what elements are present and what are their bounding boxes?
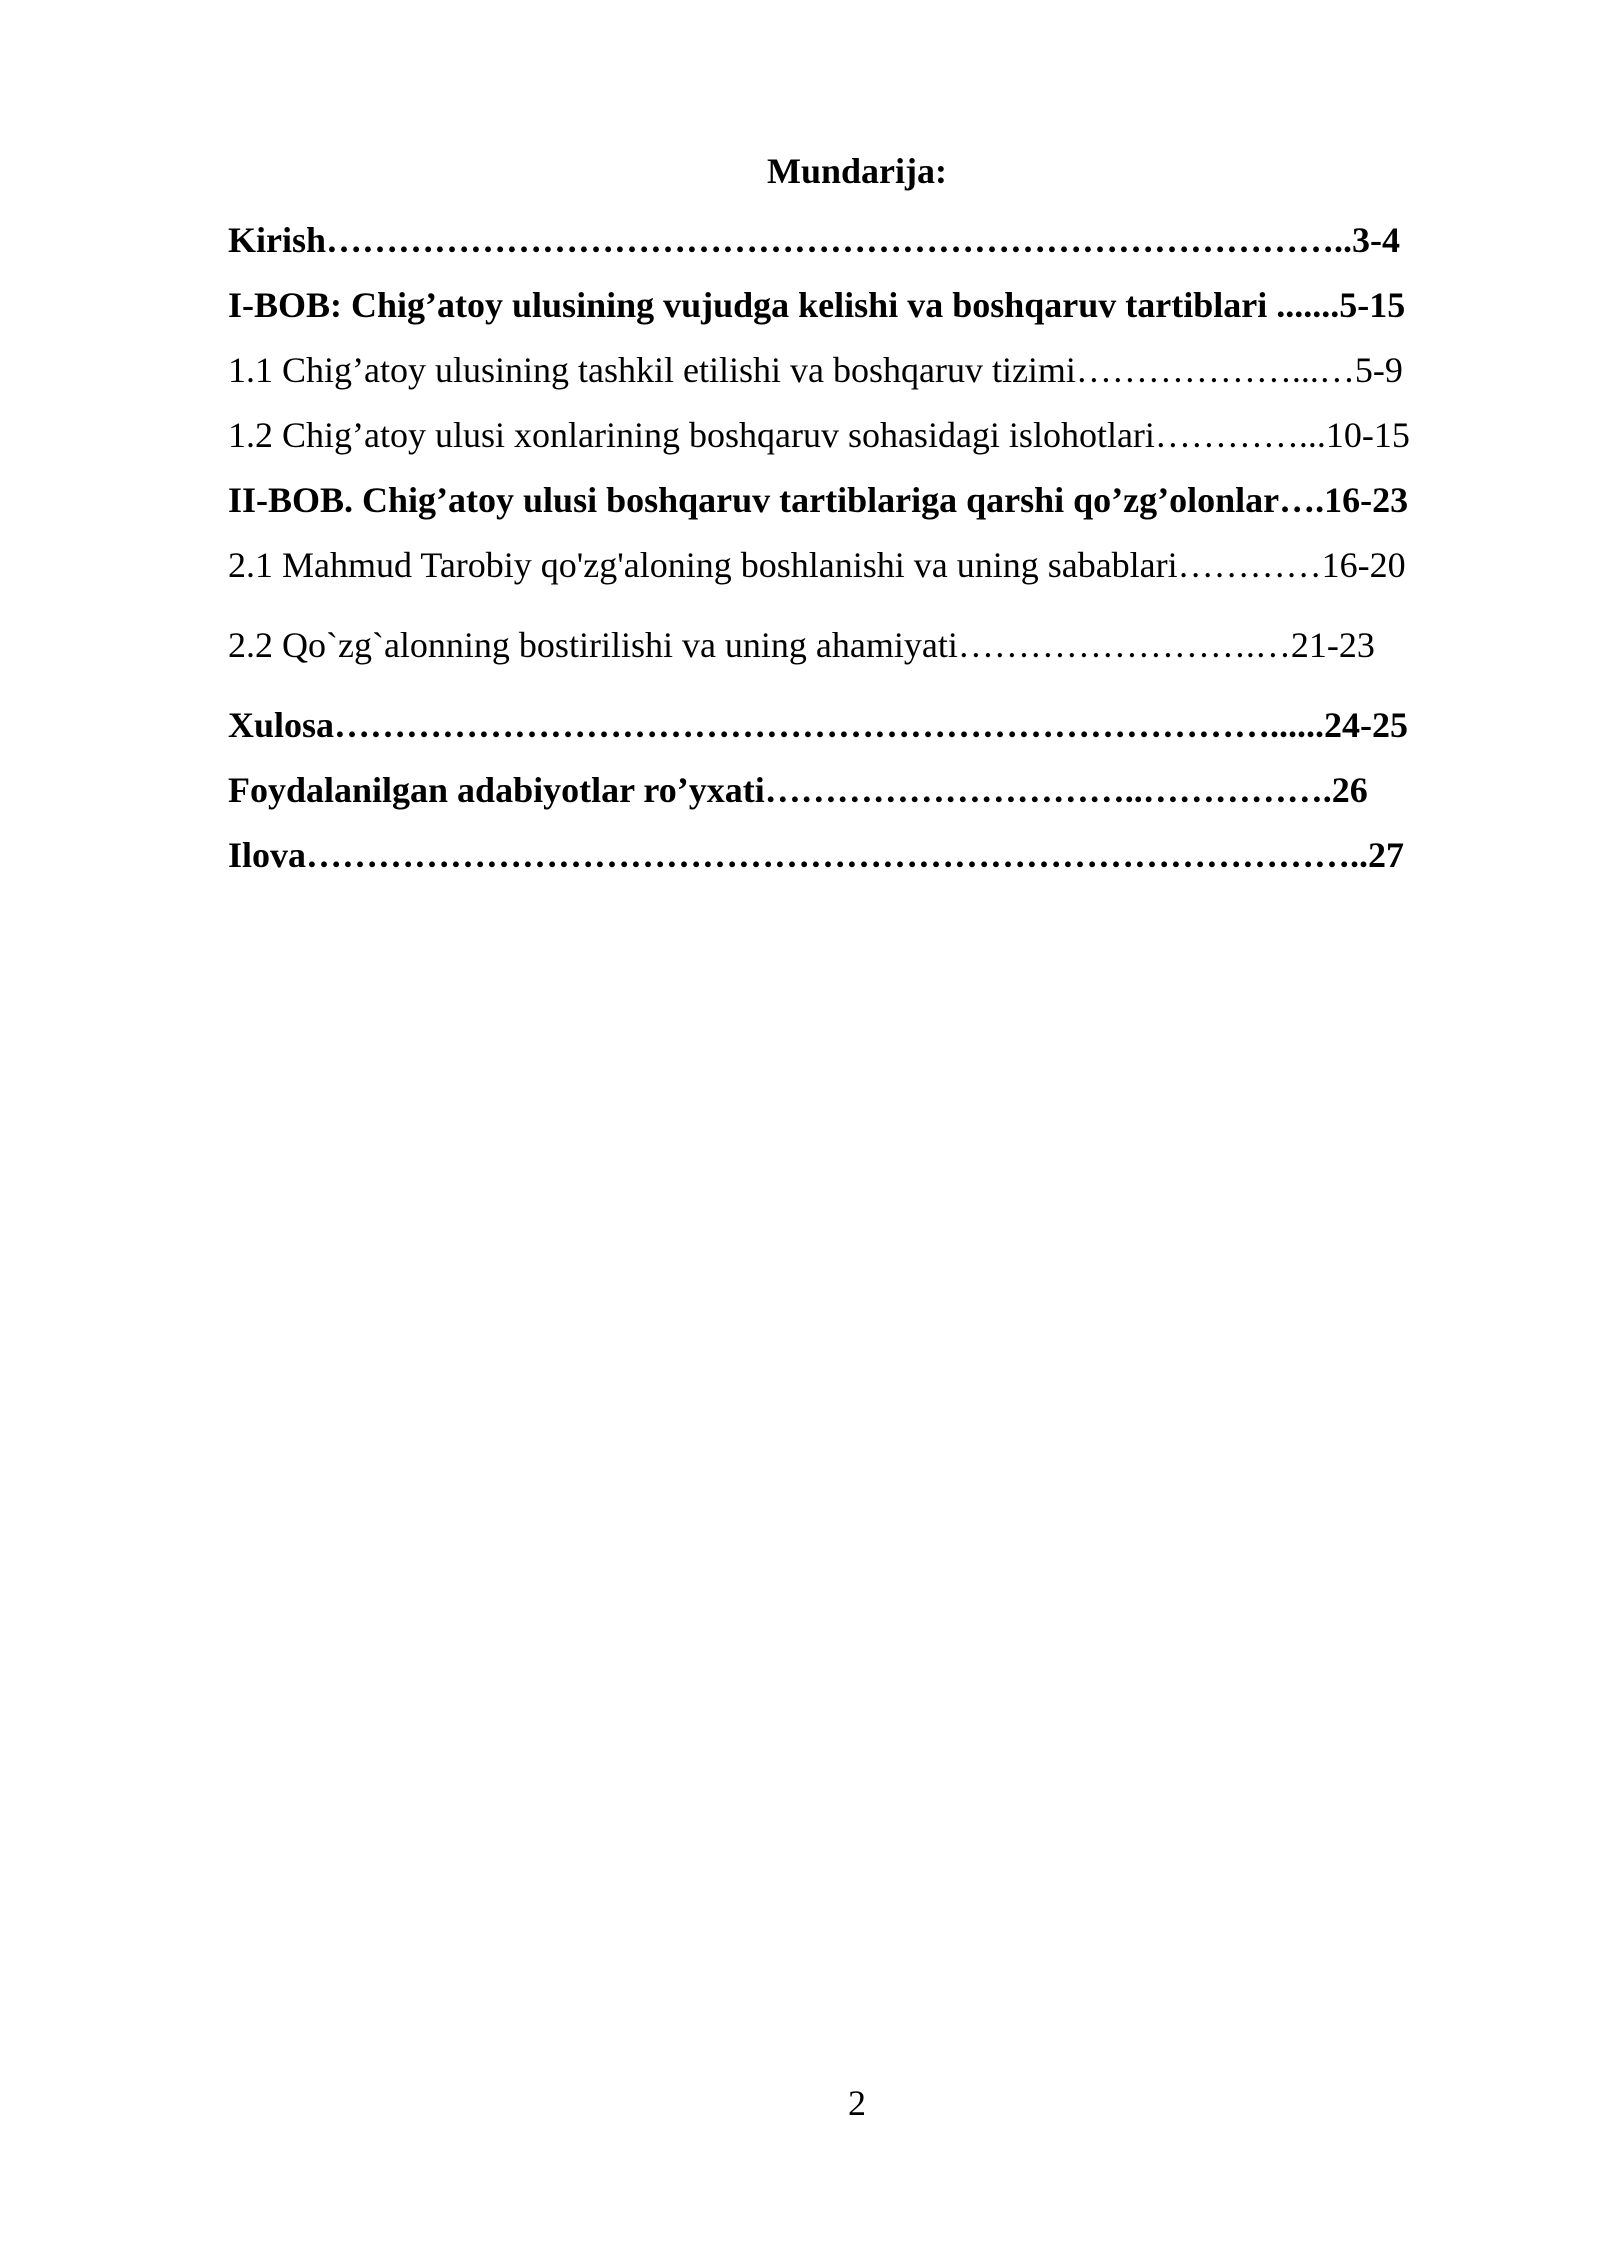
toc-entry-xulosa: Xulosa……………………………………………………………………......24-25 — [228, 705, 1409, 745]
toc-entry-chapter-1: I-BOB: Chig’atoy ulusining vujudga kelishi va boshqaruv tartiblari .......5-15 — [228, 285, 1406, 325]
toc-entry-ilova: Ilova……………………………………………………………………………..27 — [228, 835, 1405, 875]
toc-entry-section-2-1: 2.1 Mahmud Tarobiy qo'zg'aloning boshlanishi va uning sabablari…………16-20 — [228, 545, 1406, 585]
toc-entry-kirish: Kirish…………………………………………………………………………..3-4 — [228, 220, 1401, 260]
toc-entry-section-1-1: 1.1 Chig’atoy ulusining tashkil etilishi va boshqaruv tizimi………………...…5-9 — [228, 350, 1403, 390]
toc-entry-section-2-2: 2.2 Qo`zg`alonning bostirilishi va uning ahamiyati…………………….…21-23 — [228, 625, 1375, 665]
toc-entry-references: Foydalanilgan adabiyotlar ro’yxati…………………………..…………….26 — [228, 770, 1368, 810]
page-number: 2 — [848, 2083, 866, 2123]
toc-entry-section-1-2: 1.2 Chig’atoy ulusi xonlarining boshqaruv sohasidagi islohotlari…………...10-15 — [228, 415, 1410, 455]
toc-title: Mundarija: — [767, 151, 947, 191]
toc-entry-chapter-2: II-BOB. Chig’atoy ulusi boshqaruv tartiblariga qarshi qo’zg’olonlar….16-23 — [228, 480, 1409, 520]
